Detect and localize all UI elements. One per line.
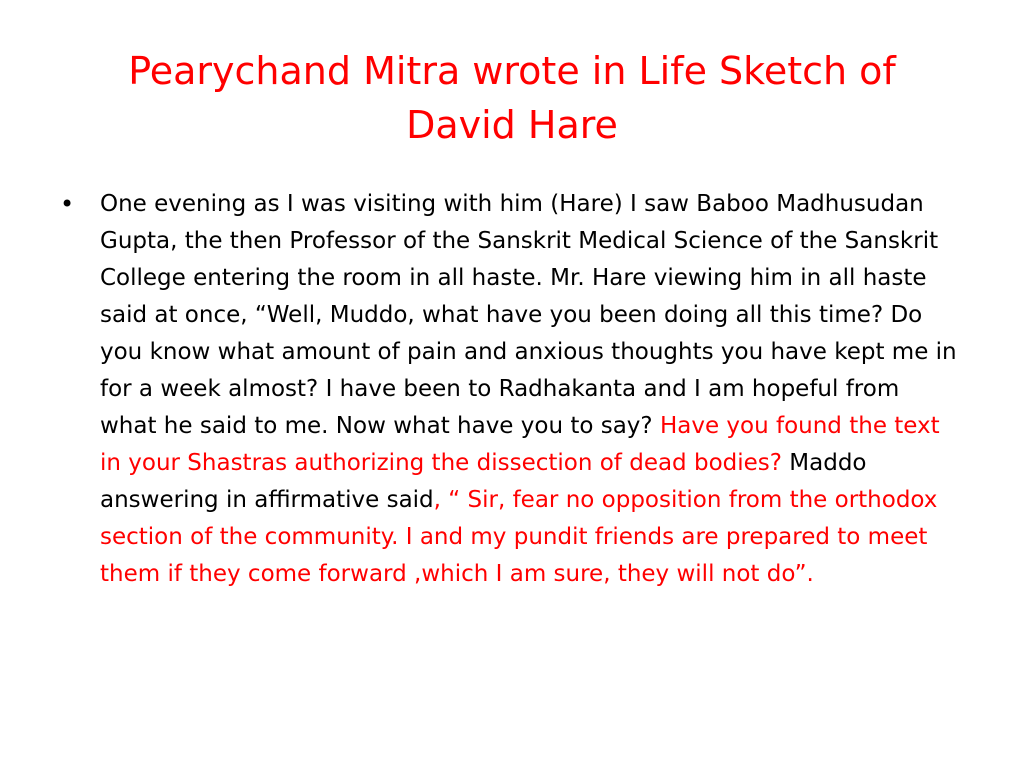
bullet-text-highlight-reply: , “ Sir, fear no opposition from the orthodox section of the community. I and my pundit friends are prepared to meet them if they come forward ,which I am sure, they will not do”. <box>100 487 938 587</box>
bullet-text-segment-1: One evening as I was visiting with him (Hare) I saw Baboo Madhusudan Gupta, the then Professor of the Sanskrit Medical Science of the Sanskrit College entering the room in all haste. Mr. Hare viewing him in all haste said at once, “Well, Muddo, what have you been doing all this time? Do you know what amount of pain and anxious thoughts you have kept me in for a week almost? I have been to Radhakanta and I am hopeful from what he said to me. Now what have you to say? <box>100 191 957 439</box>
bullet-paragraph <box>100 186 960 593</box>
bullet-marker: • <box>60 190 75 218</box>
bullet-text-highlight-question: Have you found the text in your Shastras authorizing the dissection of dead bodies? <box>100 413 940 476</box>
slide-title: Pearychand Mitra wrote in Life Sketch of David Hare <box>128 49 896 147</box>
bullet-text-segment-3: Maddo answering in affirmative said <box>100 450 867 513</box>
